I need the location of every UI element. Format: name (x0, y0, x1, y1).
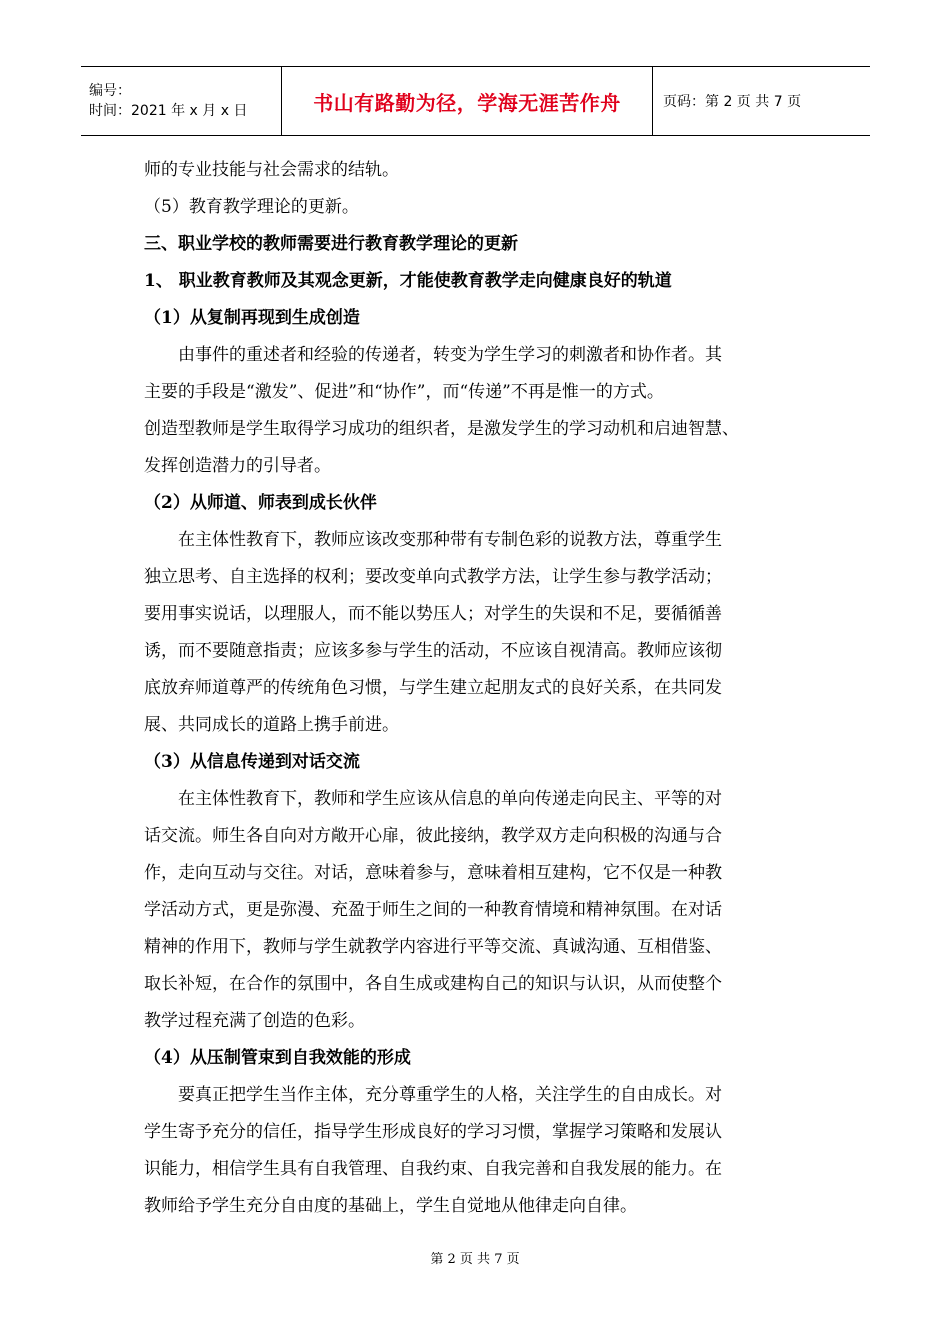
body-line: 发挥创造潜力的引导者。 (144, 456, 331, 476)
body-line: 取长补短，在合作的氛围中，各自生成或建构自己的知识与认识，从而使整个 (144, 974, 722, 994)
body-line: 要真正把学生当作主体，充分尊重学生的人格，关注学生的自由成长。对 (178, 1085, 722, 1105)
header-page-cell (653, 67, 870, 135)
body-line: 创造型教师是学生取得学习成功的组织者，是激发学生的学习动机和启迪智慧、 (144, 419, 739, 439)
body-line: 在主体性教育下，教师应该改变那种带有专制色彩的说教方法，尊重学生 (178, 530, 722, 550)
body-line: 话交流。师生各自向对方敞开心扉，彼此接纳，教学双方走向积极的沟通与合 (144, 826, 722, 846)
body-line: 教学过程充满了创造的色彩。 (144, 1011, 365, 1031)
item-heading: （4）从压制管束到自我效能的形成 (144, 1048, 411, 1068)
body-line: 识能力，相信学生具有自我管理、自我约束、自我完善和自我发展的能力。在 (144, 1159, 722, 1179)
document-body (144, 152, 814, 1225)
body-line: 独立思考、自主选择的权利；要改变单向式教学方法，让学生参与教学活动； (144, 567, 722, 587)
header-meta (81, 67, 282, 135)
body-line: 师的专业技能与社会需求的结轨。 (144, 160, 399, 180)
body-line: 教师给予学生充分自由度的基础上，学生自觉地从他律走向自律。 (144, 1196, 637, 1216)
item-heading: （2）从师道、师表到成长伙伴 (144, 493, 377, 513)
body-line: 作，走向互动与交往。对话，意味着参与，意味着相互建构，它不仅是一种教 (144, 863, 722, 883)
body-line: 要用事实说话，以理服人，而不能以势压人；对学生的失误和不足，要循循善 (144, 604, 722, 624)
serial-number-label: 编号： (89, 83, 131, 99)
item-heading: （3）从信息传递到对话交流 (144, 752, 360, 772)
body-line: 主要的手段是“激发”、促进”和“协作”，而“传递”不再是惟一的方式。 (144, 382, 664, 402)
item-heading: （1）从复制再现到生成创造 (144, 308, 360, 328)
document-header (81, 66, 870, 136)
header-page-label: 页码：第 2 页 共 7 页 (663, 94, 802, 110)
date-label: 时间：2021 年 x 月 x 日 (89, 103, 248, 119)
body-line: 诱，而不要随意指责；应该多参与学生的活动，不应该自视清高。教师应该彻 (144, 641, 722, 661)
body-line: 由事件的重述者和经验的传递者，转变为学生学习的刺激者和协作者。其 (178, 345, 722, 365)
section-heading: 三、职业学校的教师需要进行教育教学理论的更新 (144, 234, 518, 254)
body-line: 精神的作用下，教师与学生就教学内容进行平等交流、真诚沟通、互相借鉴、 (144, 937, 722, 957)
subsection-heading: 1、 职业教育教师及其观念更新，才能使教育教学走向健康良好的轨道 (144, 271, 672, 291)
body-line: 在主体性教育下，教师和学生应该从信息的单向传递走向民主、平等的对 (178, 789, 722, 809)
motto-text: 书山有路勤为径，学海无涯苦作舟 (313, 90, 621, 115)
body-line: （5）教育教学理论的更新。 (144, 197, 359, 217)
body-line: 底放弃师道尊严的传统角色习惯，与学生建立起朋友式的良好关系，在共同发 (144, 678, 722, 698)
footer-page-number: 第 2 页 共 7 页 (430, 1252, 520, 1267)
body-line: 学活动方式，更是弥漫、充盈于师生之间的一种教育情境和精神氛围。在对话 (144, 900, 722, 920)
body-line: 学生寄予充分的信任，指导学生形成良好的学习习惯，掌握学习策略和发展认 (144, 1122, 722, 1142)
header-motto-cell (282, 67, 653, 135)
page-footer (0, 1248, 950, 1267)
body-line: 展、共同成长的道路上携手前进。 (144, 715, 399, 735)
